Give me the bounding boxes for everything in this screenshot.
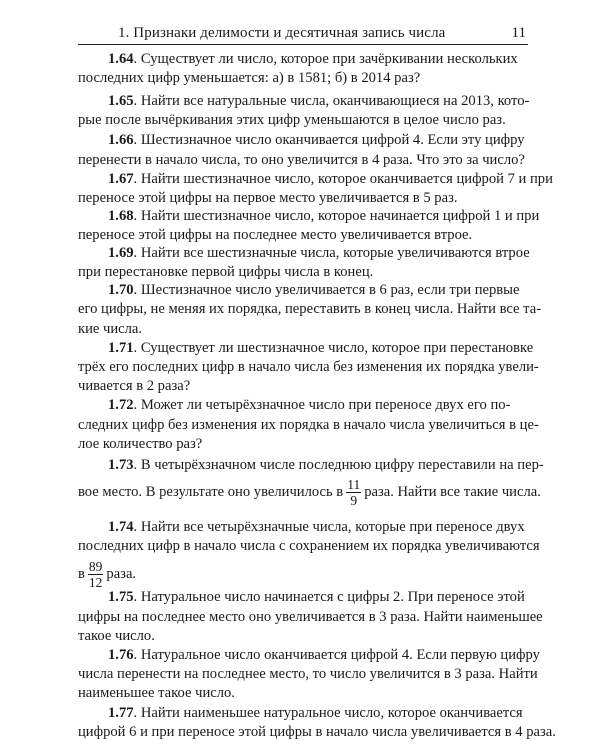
- problem-text: чивается в 2 раза?: [78, 378, 191, 395]
- problem-text: такое число.: [78, 627, 155, 644]
- problem-text: . Шестизначное число оканчивается цифрой 4. Если эту цифру: [133, 132, 525, 149]
- problem-text: цифры на последнее место оно увеличивается в 3 раза. Найти наименьшее: [78, 608, 543, 625]
- problem-text: переносе этой цифры на последнее место увеличивается втрое.: [78, 227, 473, 244]
- problem-text: цифрой 6 и при переносе этой цифры в начало числа увеличивается в 4 раза.: [78, 723, 556, 740]
- problem-number: 1.66: [108, 132, 134, 149]
- problem-text: рые после вычёркивания этих цифр уменьшаются в целое число раз.: [78, 112, 506, 129]
- problem-number: 1.69: [108, 244, 134, 261]
- problem-number: 1.67: [108, 170, 134, 187]
- problem-text: . Найти шестизначное число, которое начинается цифрой 1 и при: [133, 208, 540, 225]
- problem-1-71: [78, 339, 539, 397]
- problem-1-69: [78, 244, 530, 282]
- problem-number: 1.77: [108, 704, 134, 721]
- problem-text: раза. Найти все такие числа.: [364, 483, 541, 500]
- problem-1-74: [78, 518, 540, 591]
- problem-1-72: [78, 396, 539, 454]
- fraction-numerator: 89: [88, 559, 103, 575]
- problem-1-67: [78, 170, 553, 208]
- problem-text: числа перенести на последнее место, то число увеличится в 3 раза. Найти: [78, 666, 538, 683]
- problem-1-68: [78, 207, 540, 245]
- problem-1-64: [78, 50, 526, 88]
- problem-text: . Найти шестизначное число, которое оканчивается цифрой 7 и при: [133, 170, 553, 187]
- problem-1-75: [78, 588, 543, 646]
- problem-number: 1.71: [108, 339, 134, 356]
- problem-1-66: [78, 131, 526, 169]
- problem-text: перенести в начало числа, то оно увеличится в 4 раза. Что это за число?: [78, 151, 525, 168]
- problem-text: . Существует ли шестизначное число, которое при перестановке: [133, 339, 534, 356]
- header-title: 1. Признаки делимости и десятичная запись числа: [118, 25, 446, 41]
- problem-number: 1.68: [108, 208, 134, 225]
- problem-text: в: [78, 566, 85, 583]
- page-number: 11: [511, 25, 526, 41]
- problem-text: . Найти все четырёхзначные числа, которые при переносе двух: [133, 519, 525, 536]
- problem-text: . Найти все шестизначные числа, которые увеличиваются втрое: [133, 244, 530, 261]
- problem-text: переносе этой цифры на первое место увеличивается в 5 раз.: [78, 189, 458, 206]
- problem-text: трёх его последних цифр в начало числа без изменения их порядка увели-: [78, 359, 539, 376]
- fraction-89-12: [88, 559, 104, 590]
- problem-text: . В четырёхзначном числе последнюю цифру переставили на пер-: [133, 456, 544, 473]
- problem-number: 1.76: [108, 647, 134, 664]
- problem-1-76: [78, 646, 540, 704]
- problem-text: лое количество раз?: [78, 435, 203, 452]
- problem-number: 1.75: [108, 589, 134, 606]
- problem-text: . Существует ли число, которое при зачёркивании нескольких: [133, 51, 518, 67]
- problem-1-70: [78, 281, 542, 339]
- problem-text: последних цифр в начало числа с сохранением их порядка увеличиваются: [78, 538, 540, 555]
- fraction-denominator: 12: [88, 575, 103, 591]
- problem-text: его цифры, не меняя их порядка, переставить в конец числа. Найти все та-: [78, 301, 542, 318]
- problem-number: 1.65: [108, 93, 134, 110]
- problem-text: при перестановке первой цифры числа в конец.: [78, 263, 374, 280]
- problem-text: . Натуральное число оканчивается цифрой 4. Если первую цифру: [133, 647, 540, 664]
- problem-1-65: [78, 92, 530, 130]
- problem-text: следних цифр без изменения их порядка в начало числа увеличиться в це-: [78, 416, 539, 433]
- fraction-denominator: 9: [350, 493, 358, 509]
- problem-text: раза.: [106, 566, 137, 583]
- problem-1-73: [78, 456, 544, 509]
- problem-text: наименьшее такое число.: [78, 685, 235, 702]
- problem-text: . Шестизначное число увеличивается в 6 раз, если три первые: [133, 282, 520, 299]
- fraction-11-9: [346, 477, 361, 508]
- problem-number: 1.73: [108, 456, 134, 473]
- problem-text: кие числа.: [78, 320, 143, 337]
- problem-text: вое место. В результате оно увеличилось в: [78, 483, 344, 500]
- problem-number: 1.70: [108, 282, 134, 299]
- fraction-numerator: 11: [347, 477, 361, 493]
- problem-1-77: [78, 704, 556, 742]
- problem-text: . Может ли четырёхзначное число при переносе двух его по-: [133, 397, 511, 414]
- problem-number: 1.74: [108, 519, 134, 536]
- problem-number: 1.72: [108, 397, 134, 414]
- problem-text: последних цифр уменьшается: а) в 1581; б) в 2014 раз?: [78, 70, 421, 87]
- problem-text: . Найти наименьшее натуральное число, которое оканчивается: [133, 704, 523, 721]
- running-header: [78, 22, 528, 45]
- problem-number: 1.64: [108, 51, 134, 67]
- problem-text: . Натуральное число начинается с цифры 2. При переносе этой: [133, 589, 525, 606]
- problem-text: . Найти все натуральные числа, оканчивающиеся на 2013, кото-: [133, 93, 530, 110]
